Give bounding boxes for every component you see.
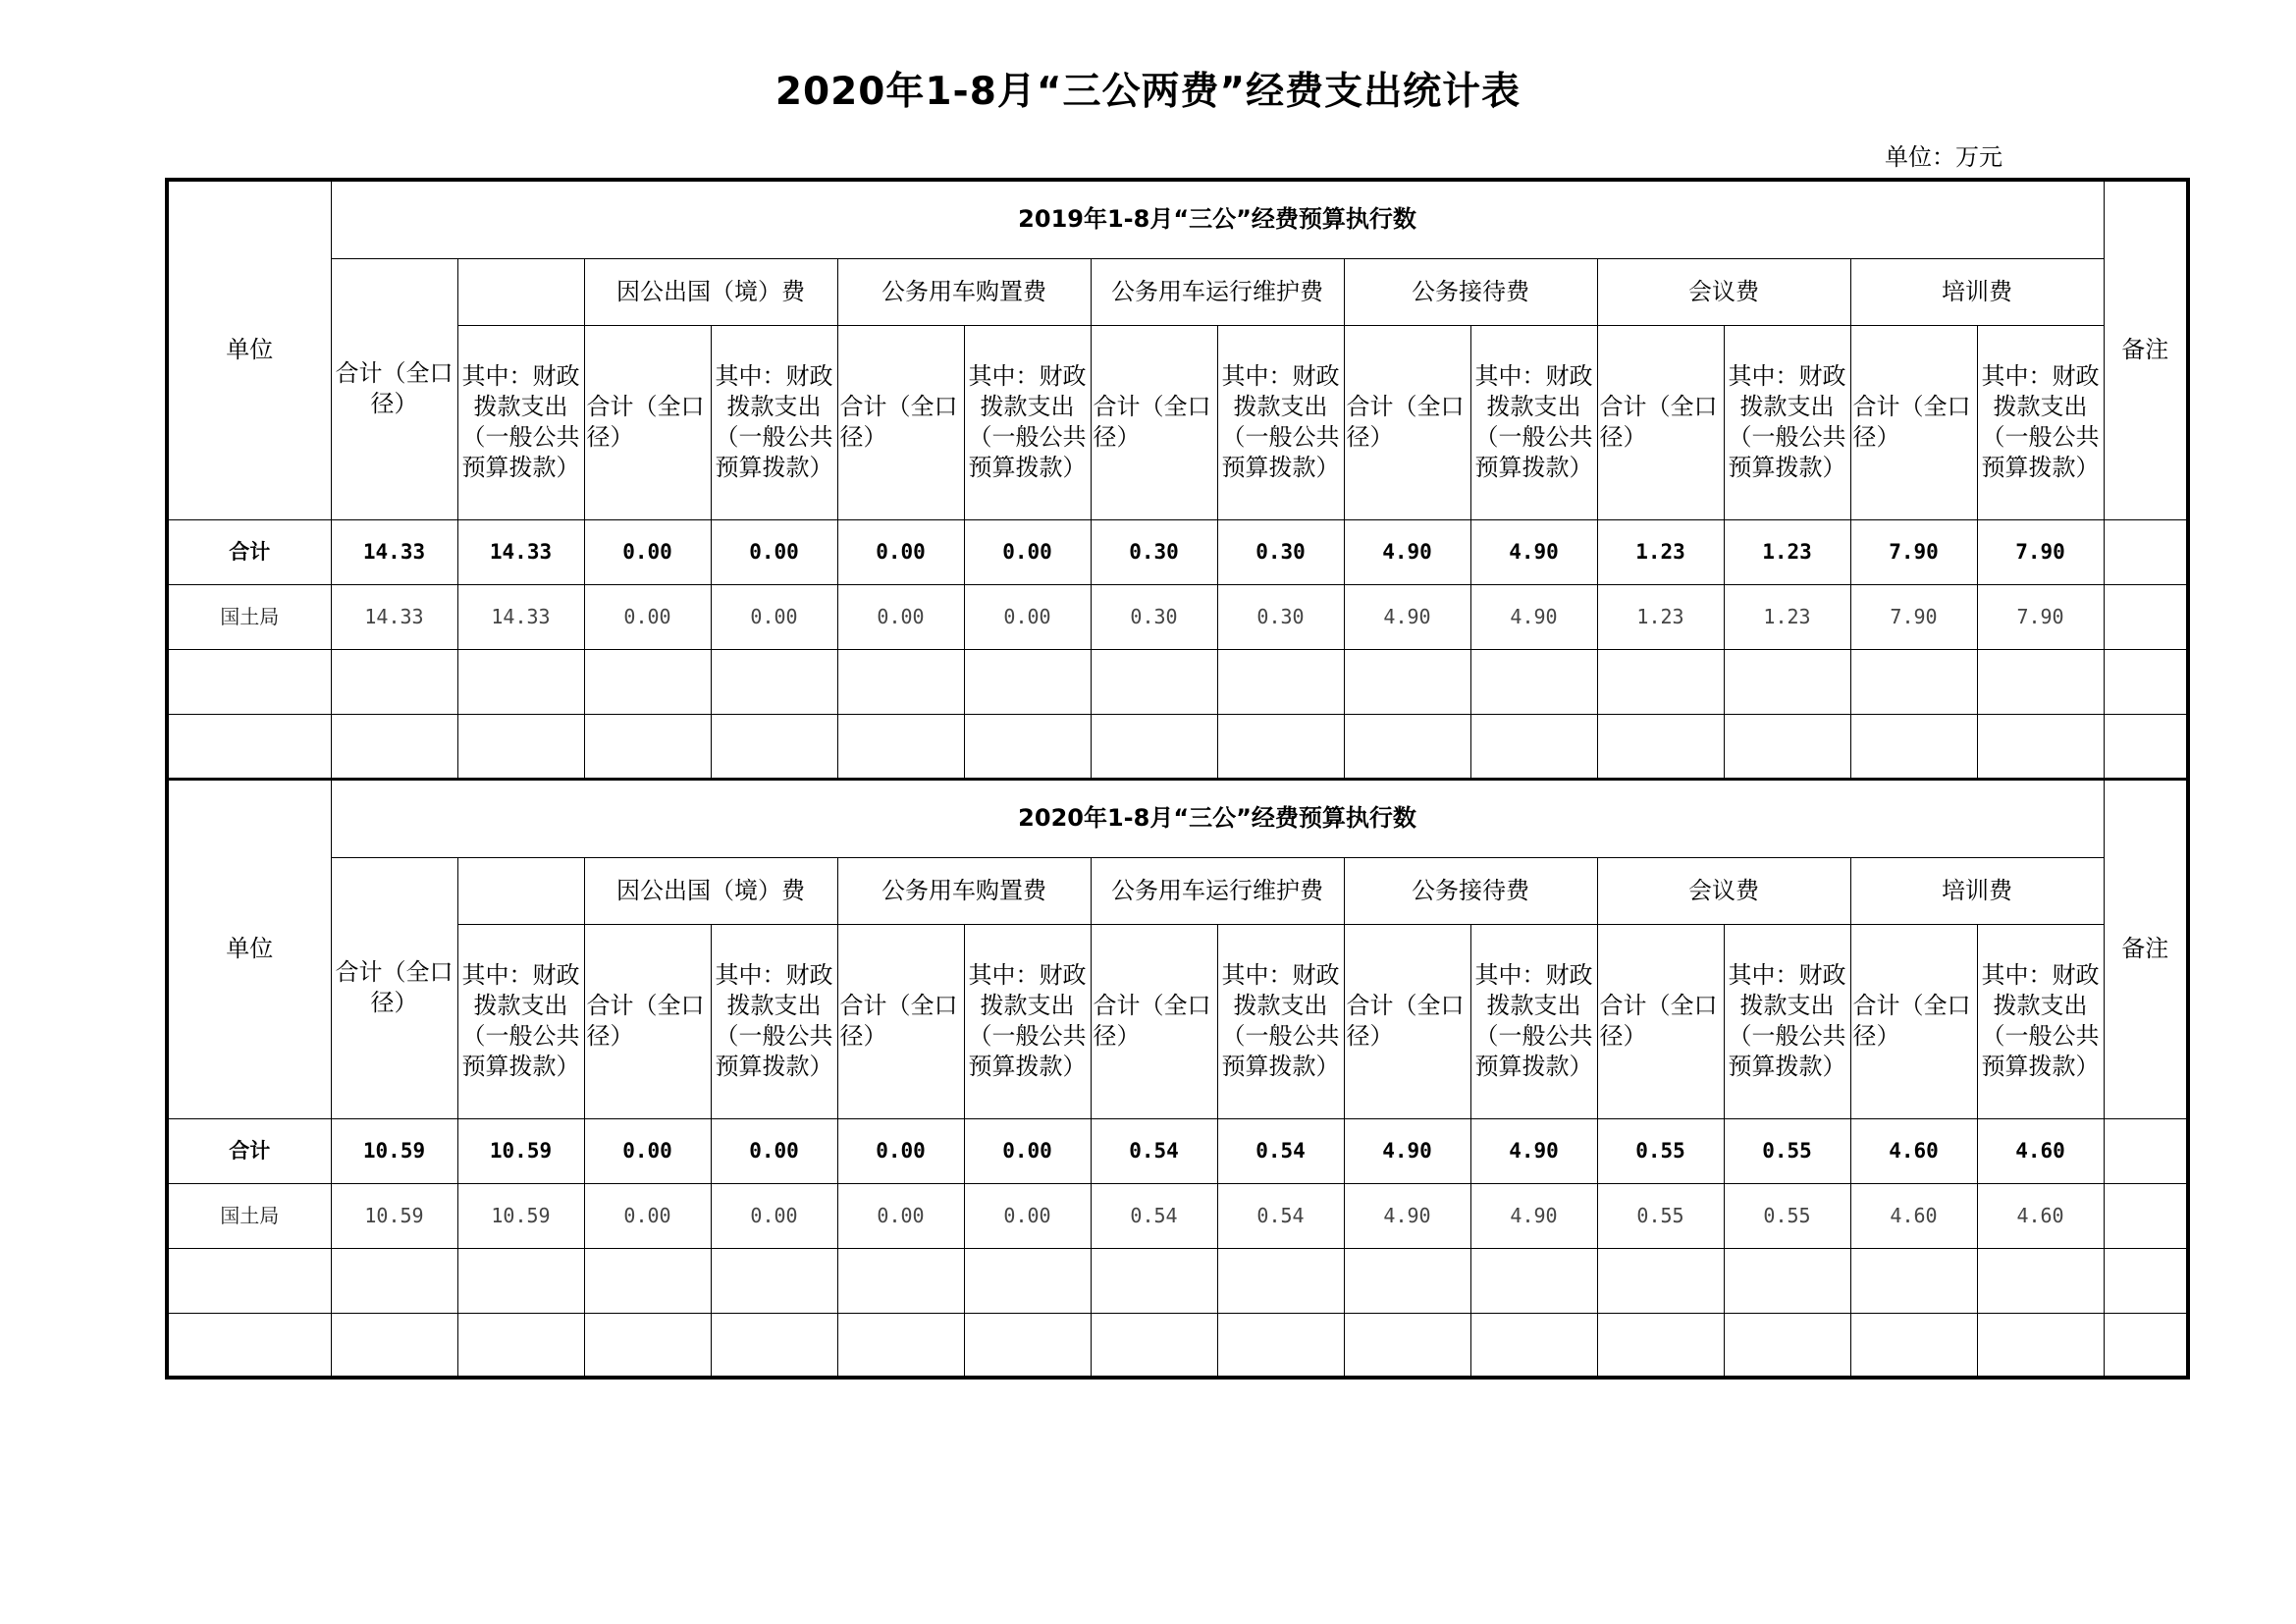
empty-cell — [1977, 1313, 2104, 1378]
page-title: 2020年1-8月“三公两费”经费支出统计表 — [774, 70, 1522, 114]
value-cell: 4.60 — [1850, 1118, 1977, 1183]
empty-group-header — [457, 857, 584, 924]
section-title: 2020年1-8月“三公”经费预算执行数 — [331, 779, 2104, 857]
group-header: 会议费 — [1597, 258, 1850, 325]
value-cell: 4.90 — [1470, 519, 1597, 584]
subtotal-subheader: 合计（全口径） — [584, 924, 711, 1118]
value-cell: 4.60 — [1977, 1118, 2104, 1183]
fiscal-subheader: 其中：财政拨款支出（一般公共预算拨款） — [1217, 924, 1344, 1118]
empty-cell — [167, 1313, 331, 1378]
value-cell: 7.90 — [1977, 584, 2104, 649]
fiscal-subheader: 其中：财政拨款支出（一般公共预算拨款） — [964, 924, 1091, 1118]
group-header: 公务接待费 — [1344, 258, 1597, 325]
value-cell: 4.90 — [1344, 1118, 1470, 1183]
group-header: 公务用车运行维护费 — [1091, 857, 1344, 924]
empty-cell — [837, 1248, 964, 1313]
value-cell: 0.00 — [964, 519, 1091, 584]
empty-cell — [1470, 1248, 1597, 1313]
empty-cell — [1344, 1313, 1470, 1378]
value-cell: 1.23 — [1597, 519, 1724, 584]
value-cell: 1.23 — [1724, 584, 1850, 649]
empty-cell — [1344, 714, 1470, 779]
value-cell: 14.33 — [457, 584, 584, 649]
table-body — [167, 180, 2188, 1378]
empty-cell — [457, 1313, 584, 1378]
value-cell: 4.90 — [1344, 519, 1470, 584]
fiscal-subheader: 其中：财政拨款支出（一般公共预算拨款） — [1470, 924, 1597, 1118]
empty-cell — [584, 649, 711, 714]
empty-cell — [711, 714, 837, 779]
remark-cell — [2104, 584, 2188, 649]
group-header: 培训费 — [1850, 258, 2104, 325]
value-cell: 10.59 — [457, 1183, 584, 1248]
row-label: 国土局 — [167, 584, 331, 649]
value-cell: 0.00 — [711, 1118, 837, 1183]
empty-row — [167, 649, 2188, 714]
value-cell: 0.54 — [1091, 1118, 1217, 1183]
fiscal-subheader: 其中：财政拨款支出（一般公共预算拨款） — [1724, 924, 1850, 1118]
value-cell: 0.00 — [711, 584, 837, 649]
empty-cell — [964, 714, 1091, 779]
empty-cell — [2104, 649, 2188, 714]
remark-cell — [2104, 1118, 2188, 1183]
empty-cell — [2104, 1313, 2188, 1378]
empty-row — [167, 1248, 2188, 1313]
empty-cell — [457, 1248, 584, 1313]
subtotal-subheader: 合计（全口径） — [1091, 924, 1217, 1118]
empty-cell — [964, 1313, 1091, 1378]
fiscal-subheader: 其中：财政拨款支出（一般公共预算拨款） — [1977, 325, 2104, 519]
empty-cell — [1850, 649, 1977, 714]
value-cell: 0.00 — [711, 519, 837, 584]
empty-cell — [457, 714, 584, 779]
value-cell: 0.00 — [584, 584, 711, 649]
empty-cell — [584, 1313, 711, 1378]
value-cell: 7.90 — [1850, 584, 1977, 649]
value-cell: 1.23 — [1597, 584, 1724, 649]
subtotal-subheader: 合计（全口径） — [1344, 325, 1470, 519]
empty-cell — [1091, 1313, 1217, 1378]
fiscal-subheader: 其中：财政拨款支出（一般公共预算拨款） — [1217, 325, 1344, 519]
empty-cell — [1217, 649, 1344, 714]
subtotal-subheader: 合计（全口径） — [837, 924, 964, 1118]
value-cell: 10.59 — [457, 1118, 584, 1183]
fiscal-subheader: 其中：财政拨款支出（一般公共预算拨款） — [964, 325, 1091, 519]
value-cell: 4.90 — [1344, 1183, 1470, 1248]
empty-cell — [1724, 1248, 1850, 1313]
subtotal-subheader: 合计（全口径） — [1597, 325, 1724, 519]
empty-cell — [1850, 1313, 1977, 1378]
value-cell: 0.54 — [1091, 1183, 1217, 1248]
fiscal-subheader: 其中：财政拨款支出（一般公共预算拨款） — [457, 924, 584, 1118]
empty-row — [167, 714, 2188, 779]
empty-cell — [584, 1248, 711, 1313]
value-cell: 0.00 — [964, 584, 1091, 649]
value-cell: 14.33 — [331, 584, 457, 649]
table-row — [167, 584, 2188, 649]
value-cell: 0.54 — [1217, 1183, 1344, 1248]
group-header: 公务接待费 — [1344, 857, 1597, 924]
subtotal-subheader: 合计（全口径） — [1344, 924, 1470, 1118]
empty-cell — [711, 649, 837, 714]
group-header: 公务用车购置费 — [837, 857, 1091, 924]
unit-column-header: 单位 — [167, 779, 331, 1118]
empty-cell — [1977, 714, 2104, 779]
fiscal-subheader: 其中：财政拨款支出（一般公共预算拨款） — [711, 325, 837, 519]
value-cell: 4.90 — [1470, 1183, 1597, 1248]
expenditure-table — [165, 178, 2190, 1380]
empty-cell — [331, 649, 457, 714]
subtotal-subheader: 合计（全口径） — [1850, 924, 1977, 1118]
value-cell: 0.00 — [837, 584, 964, 649]
empty-cell — [2104, 1248, 2188, 1313]
value-cell: 0.00 — [837, 1183, 964, 1248]
remark-column-header: 备注 — [2104, 779, 2188, 1118]
empty-cell — [1344, 1248, 1470, 1313]
fiscal-subheader: 其中：财政拨款支出（一般公共预算拨款） — [1977, 924, 2104, 1118]
empty-cell — [1597, 649, 1724, 714]
empty-row — [167, 1313, 2188, 1378]
empty-cell — [1597, 1313, 1724, 1378]
empty-cell — [837, 649, 964, 714]
empty-cell — [1724, 714, 1850, 779]
group-header: 因公出国（境）费 — [584, 857, 837, 924]
subtotal-subheader: 合计（全口径） — [1091, 325, 1217, 519]
empty-cell — [167, 1248, 331, 1313]
row-label: 国土局 — [167, 1183, 331, 1248]
empty-cell — [1977, 649, 2104, 714]
empty-cell — [964, 1248, 1091, 1313]
group-header: 因公出国（境）费 — [584, 258, 837, 325]
group-header: 培训费 — [1850, 857, 2104, 924]
empty-cell — [1470, 1313, 1597, 1378]
value-cell: 0.30 — [1091, 584, 1217, 649]
value-cell: 10.59 — [331, 1118, 457, 1183]
value-cell: 0.00 — [711, 1183, 837, 1248]
empty-cell — [1724, 1313, 1850, 1378]
empty-cell — [331, 714, 457, 779]
fiscal-subheader: 其中：财政拨款支出（一般公共预算拨款） — [457, 325, 584, 519]
value-cell: 14.33 — [331, 519, 457, 584]
value-cell: 7.90 — [1977, 519, 2104, 584]
fiscal-subheader: 其中：财政拨款支出（一般公共预算拨款） — [711, 924, 837, 1118]
value-cell: 0.30 — [1217, 519, 1344, 584]
value-cell: 0.00 — [837, 519, 964, 584]
value-cell: 4.60 — [1977, 1183, 2104, 1248]
value-cell: 0.00 — [584, 1118, 711, 1183]
empty-cell — [1597, 1248, 1724, 1313]
table-row — [167, 1183, 2188, 1248]
unit-column-header: 单位 — [167, 180, 331, 519]
group-header: 公务用车购置费 — [837, 258, 1091, 325]
total-all-header: 合计（全口径） — [331, 857, 457, 1118]
row-label: 合计 — [167, 519, 331, 584]
empty-cell — [584, 714, 711, 779]
empty-cell — [1091, 714, 1217, 779]
empty-cell — [711, 1248, 837, 1313]
group-header: 公务用车运行维护费 — [1091, 258, 1344, 325]
empty-cell — [1344, 649, 1470, 714]
value-cell: 1.23 — [1724, 519, 1850, 584]
empty-cell — [2104, 714, 2188, 779]
subtotal-subheader: 合计（全口径） — [584, 325, 711, 519]
value-cell: 0.00 — [964, 1118, 1091, 1183]
empty-cell — [1091, 649, 1217, 714]
value-cell: 0.00 — [964, 1183, 1091, 1248]
empty-cell — [1977, 1248, 2104, 1313]
value-cell: 0.00 — [584, 1183, 711, 1248]
value-cell: 0.55 — [1597, 1118, 1724, 1183]
value-cell: 0.00 — [837, 1118, 964, 1183]
empty-group-header — [457, 258, 584, 325]
empty-cell — [964, 649, 1091, 714]
remark-column-header: 备注 — [2104, 180, 2188, 519]
empty-cell — [1217, 1248, 1344, 1313]
value-cell: 14.33 — [457, 519, 584, 584]
empty-cell — [167, 649, 331, 714]
value-cell: 0.30 — [1217, 584, 1344, 649]
empty-cell — [1470, 714, 1597, 779]
empty-cell — [1850, 714, 1977, 779]
empty-cell — [1470, 649, 1597, 714]
empty-cell — [331, 1248, 457, 1313]
group-header: 会议费 — [1597, 857, 1850, 924]
subtotal-subheader: 合计（全口径） — [1597, 924, 1724, 1118]
table-row — [167, 1118, 2188, 1183]
value-cell: 0.00 — [584, 519, 711, 584]
empty-cell — [1217, 1313, 1344, 1378]
empty-cell — [837, 714, 964, 779]
total-all-header: 合计（全口径） — [331, 258, 457, 519]
value-cell: 4.90 — [1470, 1118, 1597, 1183]
empty-cell — [1597, 714, 1724, 779]
empty-cell — [331, 1313, 457, 1378]
empty-cell — [1850, 1248, 1977, 1313]
value-cell: 4.90 — [1470, 584, 1597, 649]
subtotal-subheader: 合计（全口径） — [1850, 325, 1977, 519]
empty-cell — [1724, 649, 1850, 714]
empty-cell — [711, 1313, 837, 1378]
fiscal-subheader: 其中：财政拨款支出（一般公共预算拨款） — [1724, 325, 1850, 519]
subtotal-subheader: 合计（全口径） — [837, 325, 964, 519]
value-cell: 0.55 — [1597, 1183, 1724, 1248]
value-cell: 0.30 — [1091, 519, 1217, 584]
fiscal-subheader: 其中：财政拨款支出（一般公共预算拨款） — [1470, 325, 1597, 519]
section-title: 2019年1-8月“三公”经费预算执行数 — [331, 180, 2104, 258]
value-cell: 0.55 — [1724, 1183, 1850, 1248]
empty-cell — [1091, 1248, 1217, 1313]
value-cell: 4.90 — [1344, 584, 1470, 649]
empty-cell — [1217, 714, 1344, 779]
value-cell: 0.55 — [1724, 1118, 1850, 1183]
value-cell: 10.59 — [331, 1183, 457, 1248]
value-cell: 0.54 — [1217, 1118, 1344, 1183]
value-cell: 7.90 — [1850, 519, 1977, 584]
unit-label: 单位：万元 — [1885, 143, 2002, 171]
empty-cell — [837, 1313, 964, 1378]
remark-cell — [2104, 1183, 2188, 1248]
table-row — [167, 519, 2188, 584]
empty-cell — [457, 649, 584, 714]
remark-cell — [2104, 519, 2188, 584]
value-cell: 4.60 — [1850, 1183, 1977, 1248]
row-label: 合计 — [167, 1118, 331, 1183]
empty-cell — [167, 714, 331, 779]
